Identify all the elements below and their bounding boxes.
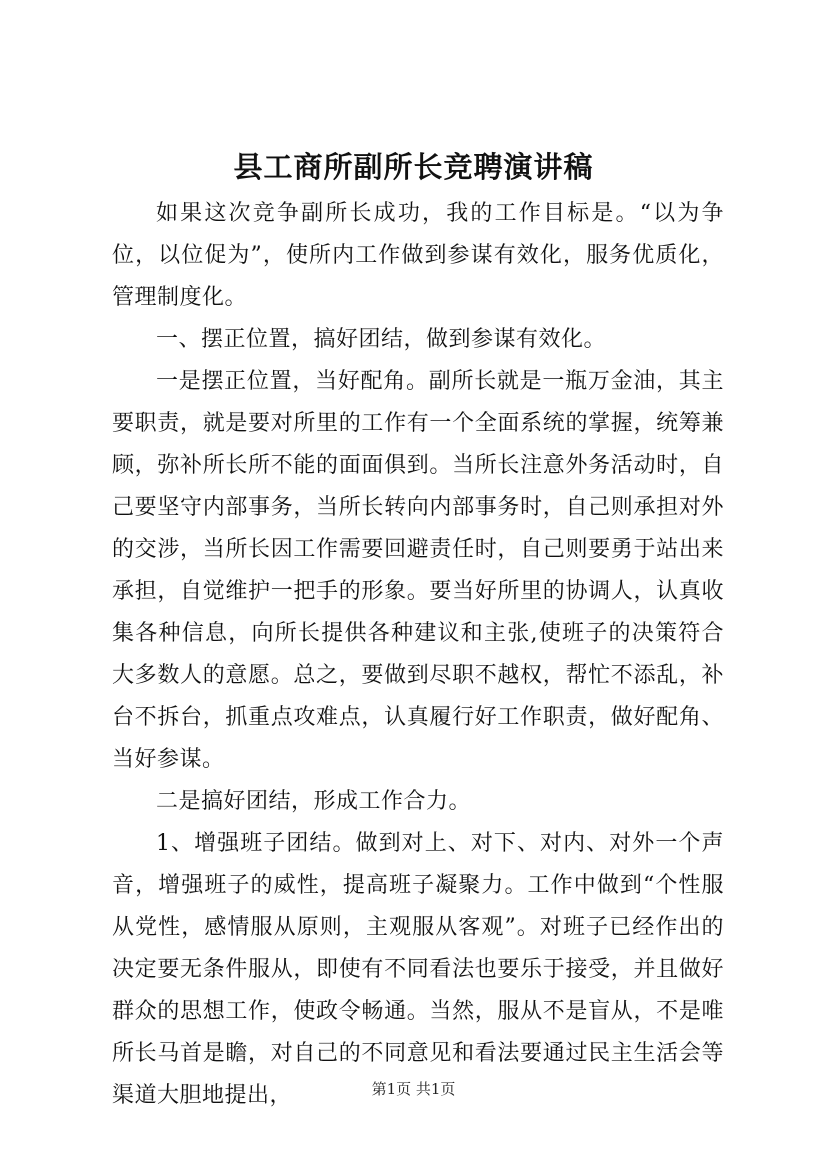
paragraph-position: 一是摆正位置，当好配角。副所长就是一瓶万金油，其主要职责，就是要对所里的工作有一个全面系统的掌握，统筹兼顾，弥补所长所不能的面面俱到。当所长注意外务活动时，自己要坚守内部事务，当所长转向内部事务时，自己则承担对外的交涉，当所长因工作需要回避责任时，自己则要勇于站出来承担，自觉维护一把手的形象。要当好所里的协调人，认真收集各种信息，向所长提供各种建议和主张,使班子的决策符合大多数人的意愿。总之，要做到尽职不越权，帮忙不添乱，补台不拆台，抓重点攻难点，认真履行好工作职责，做好配角、当好参谋。: [112, 369, 724, 772]
page-footer: 第1页 共1页: [371, 1080, 456, 1098]
paragraph-team-unity: 1、增强班子团结。做到对上、对下、对内、对外一个声音，增强班子的威性，提高班子凝聚力。工作中做到“个性服从党性，感情服从原则，主观服从客观”。对班子已经作出的决定要无条件服从，即使有不同看法也要乐于接受，并且做好群众的思想工作，使政令畅通。当然，服从不是盲从，不是唯所长马首是瞻，对自己的不同意见和看法要通过民主生活会等渠道大胆地提出，: [112, 831, 724, 1108]
heading-unity: 二是搞好团结，形成工作合力。: [156, 789, 472, 814]
document-title: 县工商所副所长竞聘演讲稿: [233, 150, 594, 184]
heading-section-one: 一、摆正位置，搞好团结，做到参谋有效化。: [156, 327, 607, 352]
document-body: [112, 193, 724, 1117]
paragraph-goal: 如果这次竞争副所长成功，我的工作目标是。“以为争位，以位促为”，使所内工作做到参谋有效化，服务优质化，管理制度化。: [112, 201, 724, 310]
